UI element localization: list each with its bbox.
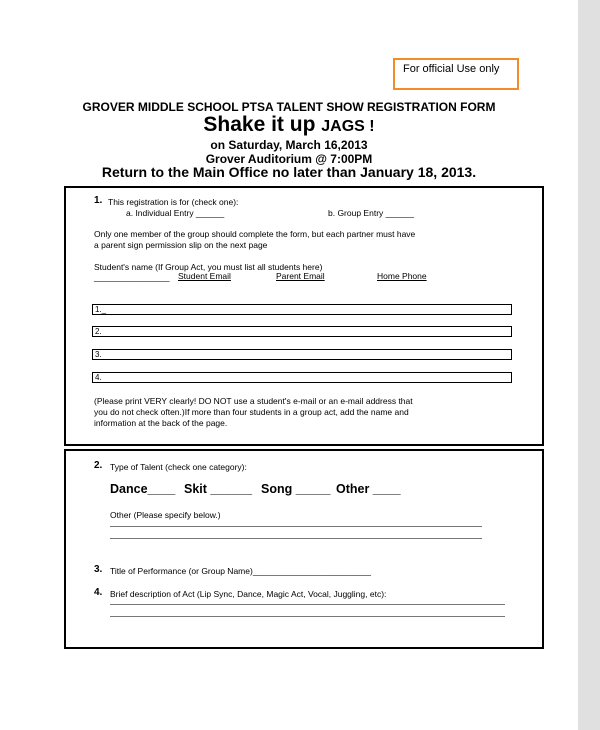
event-title [0, 113, 578, 137]
footnote-line3: information at the back of the page. [94, 418, 228, 428]
official-use-box: For official Use only [393, 58, 519, 90]
col-blank: ________________ [94, 272, 170, 282]
school-heading: GROVER MIDDLE SCHOOL PTSA TALENT SHOW REGISTRATION FORM [82, 100, 496, 114]
other-specify-line-1[interactable] [110, 526, 482, 527]
col-home-phone: Home Phone [377, 271, 427, 281]
col-student-email: Student Email [178, 271, 231, 281]
talent-question: Type of Talent (check one category): [110, 462, 247, 472]
q2-number: 2. [94, 460, 103, 471]
talent-section [64, 449, 544, 649]
category-skit[interactable]: Skit ______ [184, 482, 253, 496]
q3-number: 3. [94, 564, 103, 575]
event-title-jags: JAGS ! [321, 118, 375, 135]
col-parent-email: Parent Email [276, 271, 325, 281]
act-description-label: Brief description of Act (Lip Sync, Dance, Magic Act, Vocal, Juggling, etc): [110, 589, 387, 599]
student-row-1[interactable]: 1._ [92, 304, 512, 315]
other-specify-line-2[interactable] [110, 538, 482, 539]
category-dance[interactable]: Dance____ [110, 482, 176, 496]
category-other[interactable]: Other ____ [336, 482, 401, 496]
student-row-3[interactable]: 3. [92, 349, 512, 360]
other-specify-label: Other (Please specify below.) [110, 510, 221, 520]
event-venue: Grover Auditorium @ 7:00PM [205, 152, 373, 166]
group-entry-option[interactable]: b. Group Entry ______ [328, 208, 415, 218]
q1-question: This registration is for (check one): [108, 197, 239, 207]
viewer-margin [578, 0, 600, 730]
event-title-main: Shake it up [203, 113, 322, 136]
footnote-line1: (Please print VERY clearly! DO NOT use a student's e-mail or an e-mail address that [94, 396, 413, 406]
individual-entry-option[interactable]: a. Individual Entry ______ [126, 208, 225, 218]
return-deadline: Return to the Main Office no later than January 18, 2013. [101, 164, 477, 180]
category-song[interactable]: Song _____ [261, 482, 331, 496]
group-note-line1: Only one member of the group should complete the form, but each partner must have [94, 229, 416, 239]
footnote-line2: you do not check often.)If more than four students in a group act, add the name and [94, 407, 409, 417]
q4-number: 4. [94, 587, 103, 598]
performance-title-field[interactable]: Title of Performance (or Group Name)_________________________ [110, 566, 371, 576]
act-description-line-1[interactable] [110, 604, 505, 605]
q1-number: 1. [94, 195, 103, 206]
names-header: Student's name (If Group Act, you must list all students here) [94, 262, 323, 272]
act-description-line-2[interactable] [110, 616, 505, 617]
student-row-4[interactable]: 4. [92, 372, 512, 383]
student-row-2[interactable]: 2. [92, 326, 512, 337]
group-note-line2: a parent sign permission slip on the next page [94, 240, 268, 250]
event-date: on Saturday, March 16,2013 [210, 138, 368, 152]
